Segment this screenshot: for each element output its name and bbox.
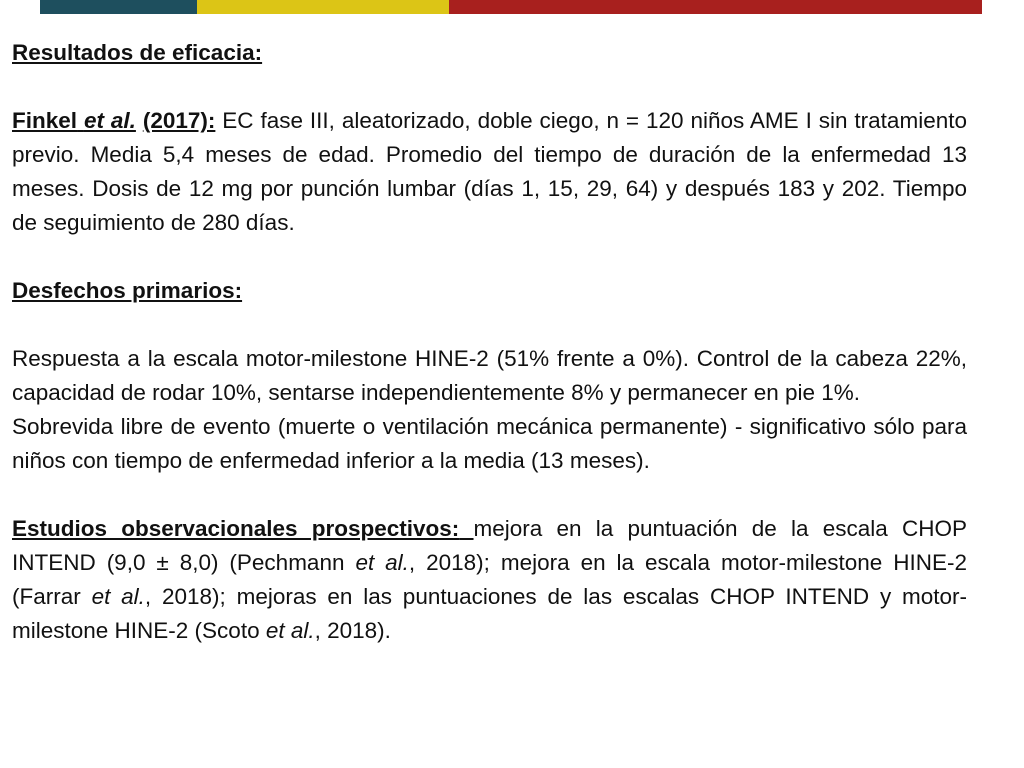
primary-outcomes-heading: Desfechos primarios: [12,278,243,303]
finkel-study-paragraph [12,104,967,240]
observational-text-4: , 2018). [314,618,391,643]
hine2-response-paragraph: Respuesta a la escala motor-milestone HINE-2 (51% frente a 0%). Control de la cabeza 22%, capacidad de rodar 10%, sentarse independientemente 8% y permanecer en pie 1%. [12,346,967,405]
observational-studies-heading: Estudios observacionales prospectivos: [12,516,460,541]
finkel-description: EC fase III, aleatorizado, doble ciego, n = 120 niños AME I sin tratamiento previo. Media 5,4 meses de edad. Promedio del tiempo de duración de la enfermedad 13 meses. Dosis de 12 mg por punción lumbar (días 1, 15, 29, 64) y después 183 y 202. Tiempo de seguimiento de 280 días. [12,108,967,235]
spacer [12,70,967,104]
observational-text-3: , 2018); mejoras en las puntuaciones de las escalas CHOP INTEND y motor-milestone HINE-2 (Scoto [12,584,968,643]
top-bar-segment-red [449,0,982,14]
finkel-year: (2017): [142,108,216,133]
observational-text-2: , 2018); mejora en la escala motor-milestone HINE-2 (Farrar [12,550,967,609]
farrar-et-al: et al. [91,584,145,609]
scoto-et-al: et al. [265,618,315,643]
efficacy-results-heading-line [12,36,967,70]
observational-text-1: mejora en la puntuación de la escala CHOP INTEND (9,0 ± 8,0) (Pechmann [12,516,967,575]
top-color-bar [40,0,982,14]
top-bar-segment-teal [40,0,197,14]
finkel-et-al: et al. [83,108,136,133]
spacer [12,240,967,274]
efficacy-results-heading: Resultados de eficacia: [12,40,263,65]
slide-content [12,36,967,648]
event-free-survival-paragraph: Sobrevida libre de evento (muerte o ventilación mecánica permanente) - significativo sólo para niños con tiempo de enfermedad inferior a la media (13 meses). [12,414,967,473]
spacer [12,478,967,512]
observational-studies-paragraph [12,512,967,648]
top-bar-segment-yellow [197,0,449,14]
finkel-author: Finkel [12,108,78,133]
spacer [12,308,967,342]
primary-outcomes-heading-line [12,274,967,308]
pechmann-et-al: et al. [355,550,409,575]
